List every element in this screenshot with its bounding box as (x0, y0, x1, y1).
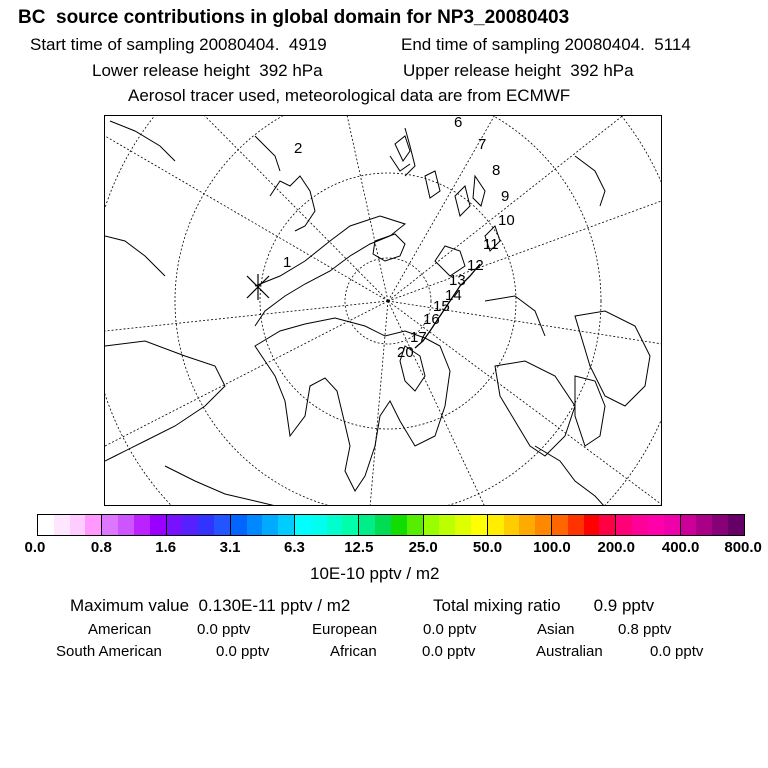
coastlines (105, 121, 650, 506)
colorbar-swatch (278, 515, 294, 535)
colorbar-swatch (664, 515, 680, 535)
colorbar-swatch (327, 515, 343, 535)
region-name: African (330, 643, 377, 660)
colorbar-swatch (471, 515, 487, 535)
colorbar-swatch (182, 515, 198, 535)
map-canvas (105, 116, 662, 506)
polar-map (104, 115, 662, 506)
trajectory-label: 11 (483, 236, 499, 253)
upper-height: Upper release height 392 hPa (403, 61, 634, 80)
colorbar-swatch (358, 515, 375, 535)
colorbar-swatch (214, 515, 230, 535)
region-value: 0.8 pptv (618, 621, 672, 638)
region-name: South American (56, 643, 162, 660)
colorbar-swatch (455, 515, 471, 535)
release-point-marker (247, 274, 269, 300)
colorbar-swatch (712, 515, 728, 535)
colorbar-swatch (696, 515, 712, 535)
colorbar-tick-label: 6.3 (284, 539, 305, 556)
colorbar-tick-label: 0.0 (24, 539, 46, 556)
trajectory-label: 6 (454, 115, 463, 131)
region-name: Asian (537, 621, 575, 638)
colorbar-swatch (551, 515, 568, 535)
total-mixing-ratio: Total mixing ratio 0.9 pptv (433, 596, 655, 615)
trajectory-label: 7 (478, 136, 487, 153)
colorbar-tick-label: 50.0 (472, 539, 503, 556)
colorbar-swatch (342, 515, 358, 535)
colorbar (37, 514, 745, 536)
tracer-info: Aerosol tracer used, meteorological data are from ECMWF (128, 86, 571, 105)
colorbar-swatch (134, 515, 150, 535)
colorbar-swatch (247, 515, 263, 535)
colorbar-swatch (294, 515, 311, 535)
trajectory-label: 12 (467, 257, 484, 274)
trajectory-label: 17 (410, 329, 427, 346)
lower-height: Lower release height 392 hPa (92, 61, 323, 80)
colorbar-swatch (439, 515, 455, 535)
trajectory-label: 20 (397, 344, 414, 361)
trajectory-label: 8 (492, 162, 501, 179)
colorbar-swatch (101, 515, 118, 535)
colorbar-swatch (535, 515, 551, 535)
colorbar-tick-label: 12.5 (344, 539, 374, 556)
colorbar-swatch (568, 515, 584, 535)
colorbar-tick-label: 3.1 (219, 539, 241, 556)
trajectory-label: 15 (433, 298, 450, 315)
colorbar-swatch (648, 515, 664, 535)
region-value: 0.0 pptv (650, 643, 704, 660)
colorbar-swatch (230, 515, 247, 535)
colorbar-swatch (375, 515, 391, 535)
trajectory-label: 14 (445, 287, 462, 304)
start-time: Start time of sampling 20080404. 4919 (30, 35, 327, 54)
colorbar-swatch (54, 515, 70, 535)
region-name: European (312, 621, 378, 638)
colorbar-swatch (262, 515, 278, 535)
trajectory-label: 9 (501, 188, 510, 205)
region-name: Australian (536, 643, 603, 660)
colorbar-ticks (0, 539, 768, 559)
colorbar-swatch (198, 515, 214, 535)
map-title: BC source contributions in global domain for NP3_20080403 (18, 7, 570, 28)
colorbar-swatch (391, 515, 407, 535)
colorbar-tick-label: 100.0 (533, 539, 571, 556)
colorbar-swatch (615, 515, 632, 535)
colorbar-tick-label: 400.0 (661, 539, 700, 556)
colorbar-swatch (311, 515, 327, 535)
colorbar-swatch (150, 515, 166, 535)
trajectory-label: 10 (498, 212, 515, 229)
colorbar-swatch (85, 515, 101, 535)
region-value: 0.0 pptv (216, 643, 270, 660)
colorbar-swatch (487, 515, 504, 535)
colorbar-tick-label: 800.0 (724, 539, 762, 556)
region-value: 0.0 pptv (423, 621, 477, 638)
region-value: 0.0 pptv (197, 621, 251, 638)
colorbar-swatch (584, 515, 600, 535)
colorbar-unit: 10E-10 pptv / m2 (310, 564, 440, 583)
colorbar-swatch (680, 515, 697, 535)
trajectory-label: 1 (283, 254, 292, 271)
colorbar-swatch (632, 515, 648, 535)
trajectory-label: 16 (423, 311, 440, 328)
colorbar-swatch (118, 515, 134, 535)
meridians (105, 116, 662, 506)
colorbar-swatch (504, 515, 520, 535)
maximum-value: Maximum value 0.130E-11 pptv / m2 (70, 596, 351, 615)
colorbar-tick-label: 25.0 (408, 539, 438, 556)
colorbar-swatch (38, 515, 54, 535)
colorbar-swatch (407, 515, 423, 535)
colorbar-tick-label: 200.0 (597, 539, 636, 556)
region-value: 0.0 pptv (422, 643, 476, 660)
colorbar-swatch (599, 515, 615, 535)
colorbar-swatch (423, 515, 440, 535)
region-name: American (88, 621, 152, 638)
colorbar-tick-label: 0.8 (90, 539, 112, 556)
latitude-circles (105, 116, 662, 506)
colorbar-swatch (70, 515, 86, 535)
colorbar-swatch (519, 515, 535, 535)
trajectory-label: 13 (449, 272, 466, 289)
trajectory-label: 2 (294, 140, 303, 157)
colorbar-tick-label: 1.6 (155, 539, 177, 556)
colorbar-swatch (166, 515, 183, 535)
colorbar-swatch (728, 515, 744, 535)
end-time: End time of sampling 20080404. 5114 (401, 35, 691, 54)
